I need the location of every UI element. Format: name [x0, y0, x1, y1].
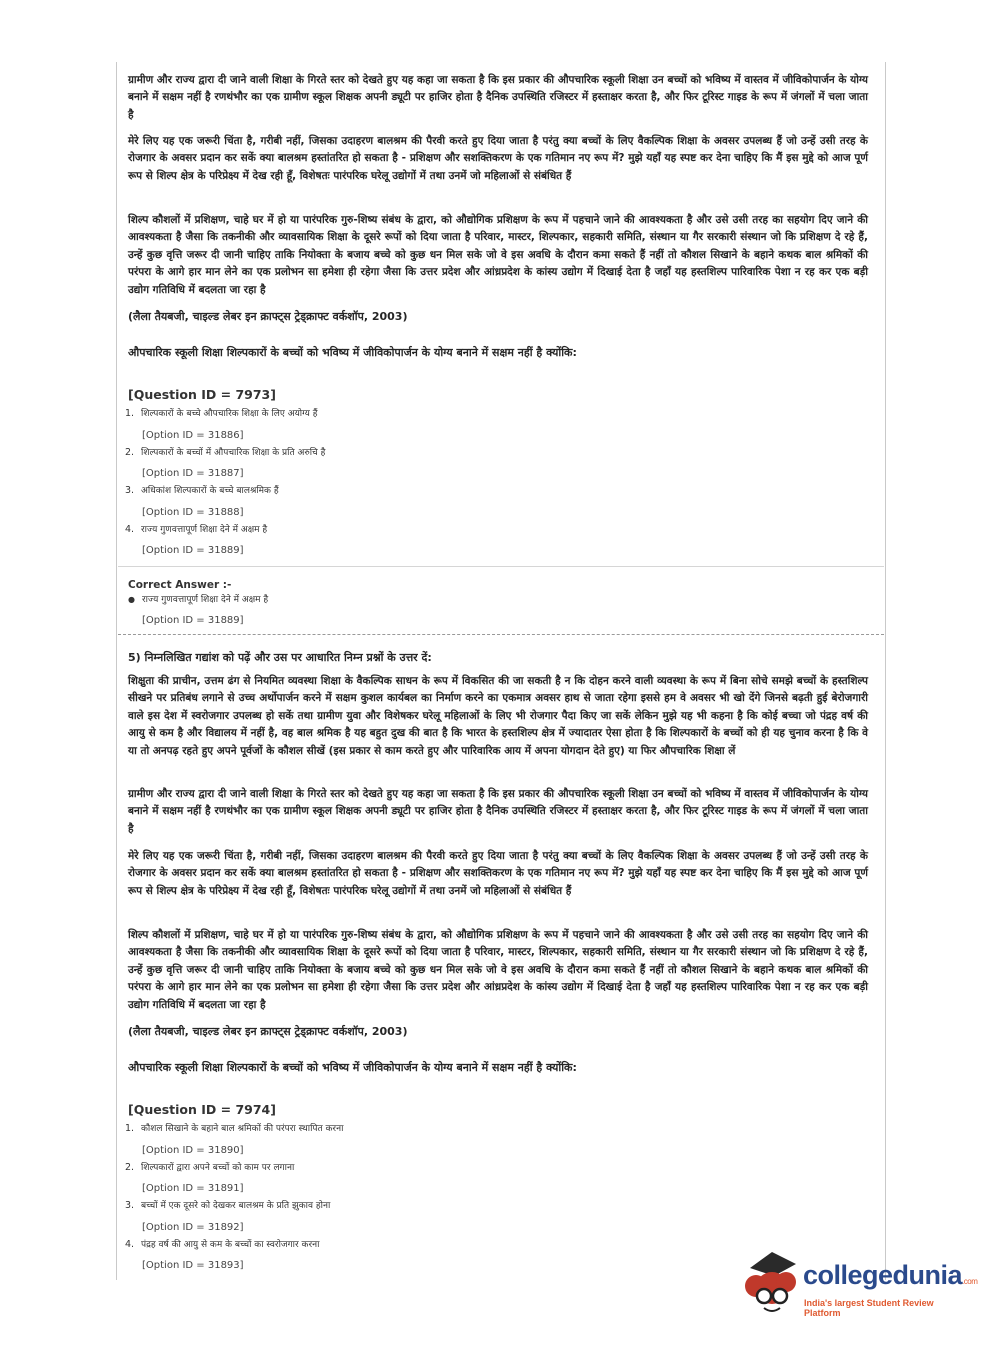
- option-1[interactable]: 1. शिल्पकारों के बच्चे औपचारिक शिक्षा के लिए अयोग्य हैं: [125, 408, 318, 419]
- passage-2c: [128, 848, 868, 900]
- mascot-icon: [742, 1246, 802, 1316]
- option-3[interactable]: 3. अधिकांश शिल्पकारों के बच्चे बालश्रमिक हैं: [125, 485, 279, 496]
- option-2[interactable]: 2. शिल्पकारों द्वारा अपने बच्चों को काम पर लगाना: [125, 1162, 295, 1173]
- citation: (लैला तैयबजी, चाइल्ड लेबर इन क्राफ्ट्स ट्रेड्क्राफ्ट वर्कशॉप, 2003): [128, 310, 408, 323]
- option-id: [Option ID = 31892]: [142, 1222, 244, 1233]
- passage-paragraph: ग्रामीण और राज्य द्वारा दी जाने वाली शिक्षा के गिरते स्तर को देखते हुए यह कहा जा सकता है कि इस प्रकार की औपचारिक स्कूली शिक्षा उन बच्चों को भविष्य में वास्तव में जीविकोपार्जन के योग्य बनाने में सक्षम नहीं है रणथंभौर का एक ग्रामीण स्कूल शिक्षक अपनी ड्यूटी पर हाजिर होता है दैनिक उपस्थिति रजिस्टर में हस्ताक्षर करता है, और फिर टूरिस्ट गाइड के रूप में जंगलों में चला जाता है: [128, 788, 868, 835]
- brand-name: collegedunia.com: [803, 1260, 978, 1290]
- question-divider: [118, 634, 884, 635]
- passage-1b: [128, 133, 868, 185]
- passage-paragraph: मेरे लिए यह एक जरूरी चिंता है, गरीबी नहीं, जिसका उदाहरण बालश्रम की पैरवी करते हुए दिया जाता है परंतु क्या बच्चों के लिए वैकल्पिक शिक्षा के अवसर उपलब्ध हैं जो उन्हें उसी तरह के रोजगार के अवसर प्रदान कर सकें क्या बालश्रम हस्तांतरित हो सकता है - प्रशिक्षण और सशक्तिकरण के एक गतिमान नए रूप में? मुझे यहाँ यह स्पष्ट कर देना चाहिए कि मैं इस मुद्दे को आज पूर्ण रूप से शिल्प क्षेत्र के परिप्रेक्ष्य में देख रही हूँ, विशेषतः पारंपरिक घरेलू उद्योगों में तथा उनमें जो महिलाओं से संबंधित हैं: [128, 850, 869, 897]
- option-id: [Option ID = 31888]: [142, 507, 244, 518]
- question-id: [Question ID = 7974]: [128, 1102, 276, 1117]
- passage-2: [128, 673, 868, 760]
- question-id: [Question ID = 7973]: [128, 387, 276, 402]
- option-id: [Option ID = 31889]: [142, 545, 244, 556]
- passage-paragraph: मेरे लिए यह एक जरूरी चिंता है, गरीबी नहीं, जिसका उदाहरण बालश्रम की पैरवी करते हुए दिया जाता है परंतु क्या बच्चों के लिए वैकल्पिक शिक्षा के अवसर उपलब्ध हैं जो उन्हें उसी तरह के रोजगार के अवसर प्रदान कर सकें क्या बालश्रम हस्तांतरित हो सकता है - प्रशिक्षण और सशक्तिकरण के एक गतिमान नए रूप में? मुझे यहाँ यह स्पष्ट कर देना चाहिए कि मैं इस मुद्दे को आज पूर्ण रूप से शिल्प क्षेत्र के परिप्रेक्ष्य में देख रही हूँ, विशेषतः पारंपरिक घरेलू उद्योगों में तथा उनमें जो महिलाओं से संबंधित हैं: [128, 135, 869, 182]
- citation: (लैला तैयबजी, चाइल्ड लेबर इन क्राफ्ट्स ट्रेड्क्राफ्ट वर्कशॉप, 2003): [128, 1025, 408, 1038]
- option-id: [Option ID = 31891]: [142, 1183, 244, 1194]
- option-4[interactable]: 4. राज्य गुणवत्तापूर्ण शिक्षा देने में अक्षम है: [125, 524, 268, 535]
- passage-2b: [128, 786, 868, 838]
- option-id: [Option ID = 31893]: [142, 1260, 244, 1271]
- option-id: [Option ID = 31886]: [142, 430, 244, 441]
- question-heading: 5) निम्नलिखित गद्यांश को पढ़ें और उस पर आधारित निम्न प्रश्नों के उत्तर दें:: [128, 651, 432, 664]
- passage-paragraph: शिक्षुता की प्राचीन, उत्तम ढंग से नियमित व्यवस्था शिक्षा के वैकल्पिक साधन के रूप में विकसित की जा सकती है न कि दोहन करने वाली व्यवस्था के रूप में बिना सोचे समझे बच्चों के हस्तशिल्प सीखने पर प्रतिबंध लगाने से उच्च अर्थोपार्जन करने में सक्षम कुशल कार्यबल का निर्माण करने का एकमात्र अवसर हाथ से जाता रहेगा इससे हम वे अवसर भी खो देंगे जिनसे बढ़ती हुई बेरोजगारी वाले इस देश में स्वरोजगार उपलब्ध हो सकें तथा ग्रामीण युवा और विशेषकर घरेलू महिलाओं के लिए भी रोजगार पैदा किए जा सकें लेकिन मुझे यह भी कहना है कि कोई बच्चा जो पंद्रह वर्ष की आयु से कम है और विद्यालय में नहीं है, वह बाल श्रमिक है यह बहुत दुख की बात है कि भारत के हस्तशिल्प क्षेत्र में ज्यादातर ऐसा होता है कि शिल्पकारों के बच्चों को ही यह चुनाव करना है कि वे या तो अनपढ़ रहते हुए अपने पूर्वजों के कौशल सीखें (इस प्रकार से काम करते हुए और पारिवारिक आय में अपना योगदान देते हुए) या फिर औपचारिक शिक्षा लें: [128, 675, 868, 757]
- option-4[interactable]: 4. पंद्रह वर्ष की आयु से कम के बच्चों का स्वरोजगार करना: [125, 1239, 320, 1250]
- passage-paragraph: ग्रामीण और राज्य द्वारा दी जाने वाली शिक्षा के गिरते स्तर को देखते हुए यह कहा जा सकता है कि इस प्रकार की औपचारिक स्कूली शिक्षा उन बच्चों को भविष्य में वास्तव में जीविकोपार्जन के योग्य बनाने में सक्षम नहीं है रणथंभौर का एक ग्रामीण स्कूल शिक्षक अपनी ड्यूटी पर हाजिर होता है दैनिक उपस्थिति रजिस्टर में हस्ताक्षर करता है, और फिर टूरिस्ट गाइड के रूप में जंगलों में चला जाता है: [128, 74, 868, 121]
- passage-paragraph: शिल्प कौशलों में प्रशिक्षण, चाहे घर में हो या पारंपरिक गुरु-शिष्य संबंध के द्वारा, को औद्योगिक प्रशिक्षण के रूप में पहचाने जाने की आवश्यकता है और उसे उसी तरह का सहयोग दिए जाने की आवश्यकता है जैसा कि तकनीकी और व्यावसायिक शिक्षा के दूसरे रूपों को दिया जाता है परिवार, मास्टर, शिल्पकार, सहकारी समिति, संस्थान या गैर सरकारी संस्थान जो कि प्रशिक्षण दे रहे हैं, उन्हें कुछ वृत्ति जरूर दी जानी चाहिए ताकि नियोक्ता के बजाय बच्चे को कुछ धन मिल सके जो वे इस अवधि के दौरान कमा सकते हैं नहीं तो कौशल सिखाने के बहाने कथक बाल श्रमिकों की परंपरा के आगे हार मान लेने का एक प्रलोभन सा हमेशा ही रहेगा जैसा कि उत्तर प्रदेश और आंध्रप्रदेश के कांस्य उद्योग में दिखाई देता है जहाँ यह हस्तशिल्प पारिवारिक पेशा न रह कर एक बड़ी उद्योग गतिविधि में बदलता जा रहा है: [128, 214, 868, 296]
- question-stem: औपचारिक स्कूली शिक्षा शिल्पकारों के बच्चों को भविष्य में जीविकोपार्जन के योग्य बनाने में सक्षम नहीं है क्योंकि:: [128, 1061, 577, 1074]
- bullet-icon: ●: [128, 595, 135, 604]
- question-stem: औपचारिक स्कूली शिक्षा शिल्पकारों के बच्चों को भविष्य में जीविकोपार्जन के योग्य बनाने में सक्षम नहीं है क्योंकि:: [128, 346, 577, 359]
- passage-1: [128, 72, 868, 124]
- separator: [118, 566, 884, 567]
- collegedunia-logo[interactable]: [742, 1246, 978, 1320]
- correct-answer-label: Correct Answer :-: [128, 579, 232, 591]
- option-3[interactable]: 3. बच्चों में एक दूसरे को देखकर बालश्रम के प्रति झुकाव होना: [125, 1200, 331, 1211]
- correct-answer: ● राज्य गुणवत्तापूर्ण शिक्षा देने में अक्षम है: [128, 595, 269, 605]
- option-2[interactable]: 2. शिल्पकारों के बच्चों में औपचारिक शिक्षा के प्रति अरुचि है: [125, 447, 326, 458]
- option-1[interactable]: 1. कौशल सिखाने के बहाने बाल श्रमिकों की परंपरा स्थापित करना: [125, 1123, 344, 1134]
- brand-tagline: India's largest Student Review Platform: [804, 1298, 934, 1318]
- option-id: [Option ID = 31887]: [142, 468, 244, 479]
- passage-paragraph: शिल्प कौशलों में प्रशिक्षण, चाहे घर में हो या पारंपरिक गुरु-शिष्य संबंध के द्वारा, को औद्योगिक प्रशिक्षण के रूप में पहचाने जाने की आवश्यकता है और उसे उसी तरह का सहयोग दिए जाने की आवश्यकता है जैसा कि तकनीकी और व्यावसायिक शिक्षा के दूसरे रूपों को दिया जाता है परिवार, मास्टर, शिल्पकार, सहकारी समिति, संस्थान या गैर सरकारी संस्थान जो कि प्रशिक्षण दे रहे हैं, उन्हें कुछ वृत्ति जरूर दी जानी चाहिए ताकि नियोक्ता के बजाय बच्चे को कुछ धन मिल सके जो वे इस अवधि के दौरान कमा सकते हैं नहीं तो कौशल सिखाने के बहाने कथक बाल श्रमिकों की परंपरा के आगे हार मान लेने का एक प्रलोभन सा हमेशा ही रहेगा जैसा कि उत्तर प्रदेश और आंध्रप्रदेश के कांस्य उद्योग में दिखाई देता है जहाँ यह हस्तशिल्प पारिवारिक पेशा न रह कर एक बड़ी उद्योग गतिविधि में बदलता जा रहा है: [128, 929, 868, 1011]
- passage-2d: [128, 927, 868, 1014]
- passage-1c: [128, 212, 868, 299]
- option-id: [Option ID = 31889]: [142, 615, 244, 626]
- option-id: [Option ID = 31890]: [142, 1145, 244, 1156]
